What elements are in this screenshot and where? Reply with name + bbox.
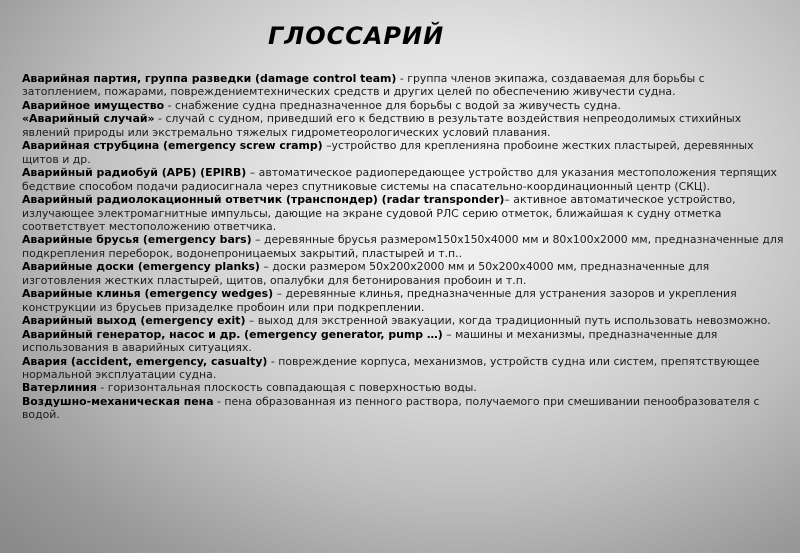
- glossary-term: Аварийные клинья (emergency wedges): [22, 287, 274, 301]
- glossary-entry: [22, 72, 784, 99]
- glossary-definition: - пена образованная из пенного раствора, получаемого при смешивании пенообразователя с водой.: [22, 394, 760, 422]
- glossary-definition: – машины и механизмы, предназначенные для использования в аварийных ситуациях.: [22, 327, 718, 355]
- glossary-definition: – автоматическое радиопередающее устройство для указания местоположения терпящих бедствие способом подачи радиосигнала через спутниковые системы на спасательно-координационный центр (СКЦ).: [22, 166, 778, 193]
- glossary-entry: [22, 355, 784, 382]
- glossary-definition: - группа членов экипажа, создаваемая для борьбы с затоплением, пожарами, повреждениемтехнических средств и других целей по обеспечению живучести судна.: [22, 72, 705, 99]
- glossary-entry: [22, 193, 784, 233]
- glossary-entry: [22, 139, 784, 166]
- glossary-entry: [22, 112, 784, 139]
- glossary-entry: [22, 314, 784, 327]
- glossary-definition: - случай с судном, приведший его к бедствию в результате воздействия непреодолимых стихийных явлений природы или экстремально тяжелых гидрометеорологических условий плавания.: [22, 112, 742, 139]
- glossary-definition: - горизонтальная плоскость совпадающая с поверхностью воды.: [96, 381, 477, 395]
- glossary-definition: – деревянные брусья размером150х150х4000 мм и 80х100х2000 мм, предназначенные для подкрепления переборок, водонепроницаемых закрытий, пластырей и т.п..: [22, 233, 784, 260]
- glossary-term: Аварийный выход (emergency exit): [22, 314, 246, 328]
- glossary-definition: – деревянные клинья, предназначенные для устранения зазоров и укрепления конструкции из брусьев призаделке пробоин или при подкреплении.: [22, 287, 737, 314]
- glossary-term: Аварийный генератор, насос и др. (emergency generator, pump …): [22, 327, 443, 341]
- glossary-term: Авария (accident, emergency, casualty): [22, 354, 268, 368]
- page-title: ГЛОССАРИЙ: [268, 22, 445, 50]
- glossary-term: Аварийная партия, группа разведки (damage control team): [22, 72, 397, 85]
- glossary-entry: [22, 166, 784, 193]
- glossary-term: Воздушно-механическая пена: [22, 394, 214, 408]
- glossary-term: Аварийный радиобуй (АРБ) (EPIRB): [22, 166, 247, 180]
- glossary-entry: [22, 287, 784, 314]
- glossary-term: Аварийные брусья (emergency bars): [22, 233, 252, 247]
- glossary-definition: - снабжение судна предназначенное для борьбы с водой за живучесть судна.: [164, 98, 621, 112]
- glossary-list: [22, 72, 784, 422]
- glossary-entry: [22, 381, 784, 394]
- glossary-entry: [22, 233, 784, 260]
- glossary-definition: – выход для экстренной эвакуации, когда традиционный путь использовать невозможно.: [245, 314, 771, 328]
- glossary-term: Аварийное имущество: [22, 98, 165, 112]
- glossary-definition: – активное автоматическое устройство, излучающее электромагнитные импульсы, дающие на экране судовой РЛС серию отметок, ближайшая к судну отметка соответствует местоположению ответчика.: [22, 193, 736, 233]
- glossary-entry: [22, 260, 784, 287]
- glossary-entry: [22, 395, 784, 422]
- glossary-term: Ватерлиния: [22, 381, 97, 395]
- glossary-term: Аварийный радиолокационный ответчик (транспондер) (radar transponder): [22, 193, 505, 207]
- glossary-definition: - повреждение корпуса, механизмов, устройств судна или систем, препятствующее нормальной эксплуатации судна.: [22, 354, 760, 381]
- glossary-term: «Аварийный случай»: [22, 112, 155, 126]
- glossary-definition: –устройство для крепленияна пробоине жестких пластырей, деревянных щитов и др.: [22, 139, 754, 166]
- glossary-entry: [22, 328, 784, 355]
- glossary-definition: – доски размером 50х200х2000 мм и 50х200х4000 мм, предназначенные для изготовления жестких пластырей, щитов, опалубки для бетонирования пробоин и т.п.: [22, 260, 710, 287]
- glossary-term: Аварийные доски (emergency planks): [22, 260, 260, 274]
- glossary-entry: [22, 99, 784, 112]
- glossary-term: Аварийная струбцина (emergency screw cramp): [22, 139, 323, 153]
